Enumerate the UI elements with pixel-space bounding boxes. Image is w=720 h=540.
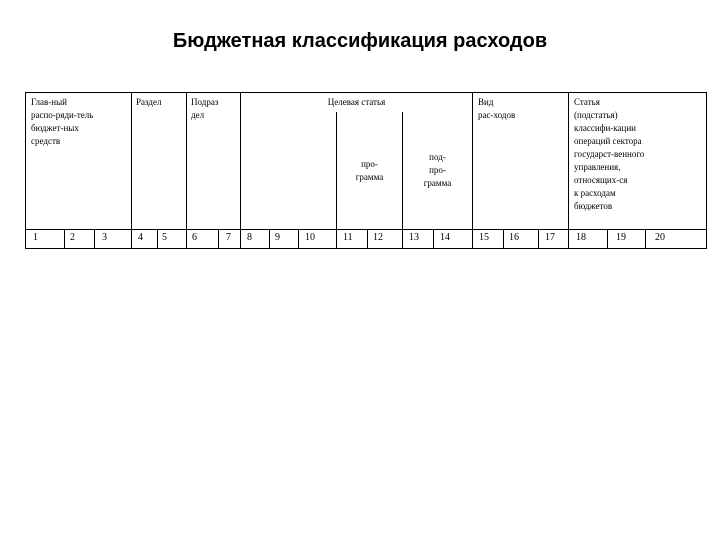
column-number-20: 20 — [655, 232, 665, 243]
column-number-8: 8 — [247, 232, 252, 243]
column-number-17: 17 — [545, 232, 555, 243]
header-podrazdel: Подраз дел — [191, 97, 219, 120]
column-number-12: 12 — [373, 232, 383, 243]
column-number-2: 2 — [70, 232, 75, 243]
header-statya-kosgu: Статья (подстатья) классифи-кации операций сектора государст-венного управления, относящих-ся к расходам бюджетов — [574, 97, 645, 211]
column-number-19: 19 — [616, 232, 626, 243]
column-number-6: 6 — [192, 232, 197, 243]
page-title: Бюджетная классификация расходов — [172, 30, 548, 52]
header-vid-rashodov: Вид рас-ходов — [478, 97, 516, 120]
header-programma: про- грамма — [355, 159, 384, 182]
column-number-10: 10 — [305, 232, 315, 243]
header-podprogramma: под- про- грамма — [423, 152, 452, 188]
column-number-5: 5 — [162, 232, 167, 243]
column-number-18: 18 — [576, 232, 586, 243]
column-number-13: 13 — [409, 232, 419, 243]
header-glav-rasp: Глав-ный распо-ряди-тель бюджет-ных средств — [31, 97, 94, 146]
column-number-15: 15 — [479, 232, 489, 243]
header-celevaya-statya: Целевая статья — [327, 97, 386, 107]
column-number-9: 9 — [275, 232, 280, 243]
header-razdel: Раздел — [136, 97, 162, 107]
column-number-16: 16 — [509, 232, 519, 243]
column-number-7: 7 — [226, 232, 231, 243]
column-number-1: 1 — [33, 232, 38, 243]
column-number-11: 11 — [343, 232, 353, 243]
column-number-3: 3 — [102, 232, 107, 243]
column-number-4: 4 — [138, 232, 143, 243]
column-number-14: 14 — [440, 232, 450, 243]
